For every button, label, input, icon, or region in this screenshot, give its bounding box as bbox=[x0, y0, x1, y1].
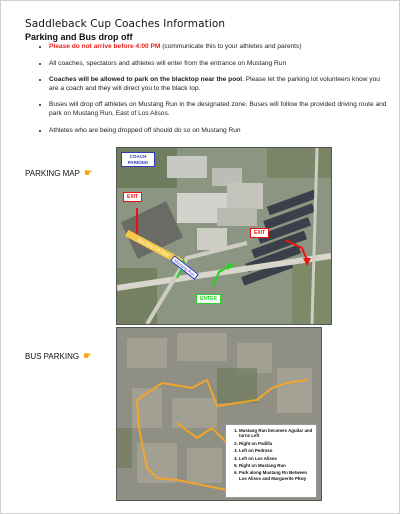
direction-step: 3. Left on Pedroso bbox=[239, 448, 313, 453]
bus-parking-map-image bbox=[116, 327, 322, 501]
arrival-note: (communicate this to your athletes and parents) bbox=[160, 43, 302, 50]
list-item: • All coaches, spectators and athletes will enter from the entrance on Mustang Run bbox=[49, 60, 389, 69]
enter-tag: ENTER bbox=[196, 294, 221, 304]
list-item: • Buses will drop off athletes on Mustang Run in the designated zone. Buses will follow the provided driving route and park on Mustang Run, East of Los Alisos. bbox=[49, 101, 389, 118]
coach-parking-detail: . Please let the parking lot volunteers know you are a coach and they will direct you to the black top. bbox=[49, 76, 380, 92]
coach-parking-note: Coaches will be allowed to park on the blacktop near the pool bbox=[49, 76, 243, 84]
exit-tag-east: EXIT bbox=[250, 228, 269, 238]
page-title: Saddleback Cup Coaches Information bbox=[25, 18, 226, 30]
parking-map-label: PARKING MAP bbox=[25, 169, 80, 178]
exit-tag-west: EXIT bbox=[123, 192, 142, 202]
parking-map-image bbox=[116, 147, 332, 325]
instructions-list bbox=[27, 43, 389, 143]
direction-step: 1. Mustang Run becomes Aguilar and turns Left bbox=[239, 428, 313, 439]
pointing-hand-icon: ☛ bbox=[83, 351, 93, 362]
direction-step: 5. Right on Mustang Run bbox=[239, 463, 313, 468]
directions-list bbox=[229, 428, 313, 481]
list-item: • Athletes who are being dropped off should do so on Mustang Run bbox=[49, 127, 389, 136]
mustang-run-tag: Mustang Run bbox=[170, 255, 199, 280]
direction-step: 4. Left on Los Alisos bbox=[239, 456, 313, 461]
section-subtitle: Parking and Bus drop off bbox=[25, 32, 133, 42]
bus-parking-label: BUS PARKING bbox=[25, 352, 80, 361]
list-item bbox=[49, 43, 389, 52]
list-item bbox=[49, 76, 389, 93]
arrival-warning: Please do not arrive before 4:00 PM bbox=[49, 43, 161, 50]
pointing-hand-icon: ☛ bbox=[83, 168, 93, 179]
directions-box bbox=[225, 424, 317, 498]
parking-map-illustration bbox=[117, 148, 331, 324]
direction-step: 6. Park along Mustang Rn Between Los Alisos and Marguerite Pkwy bbox=[239, 470, 313, 481]
coach-parking-tag: COACH PARKING bbox=[121, 152, 155, 167]
parking-map-label-row bbox=[25, 168, 93, 179]
direction-step: 2. Right on Padilla bbox=[239, 441, 313, 446]
bus-drop-off-zone-tag: Bus Drop Off Zone bbox=[125, 230, 183, 265]
bus-parking-label-row bbox=[25, 351, 92, 362]
